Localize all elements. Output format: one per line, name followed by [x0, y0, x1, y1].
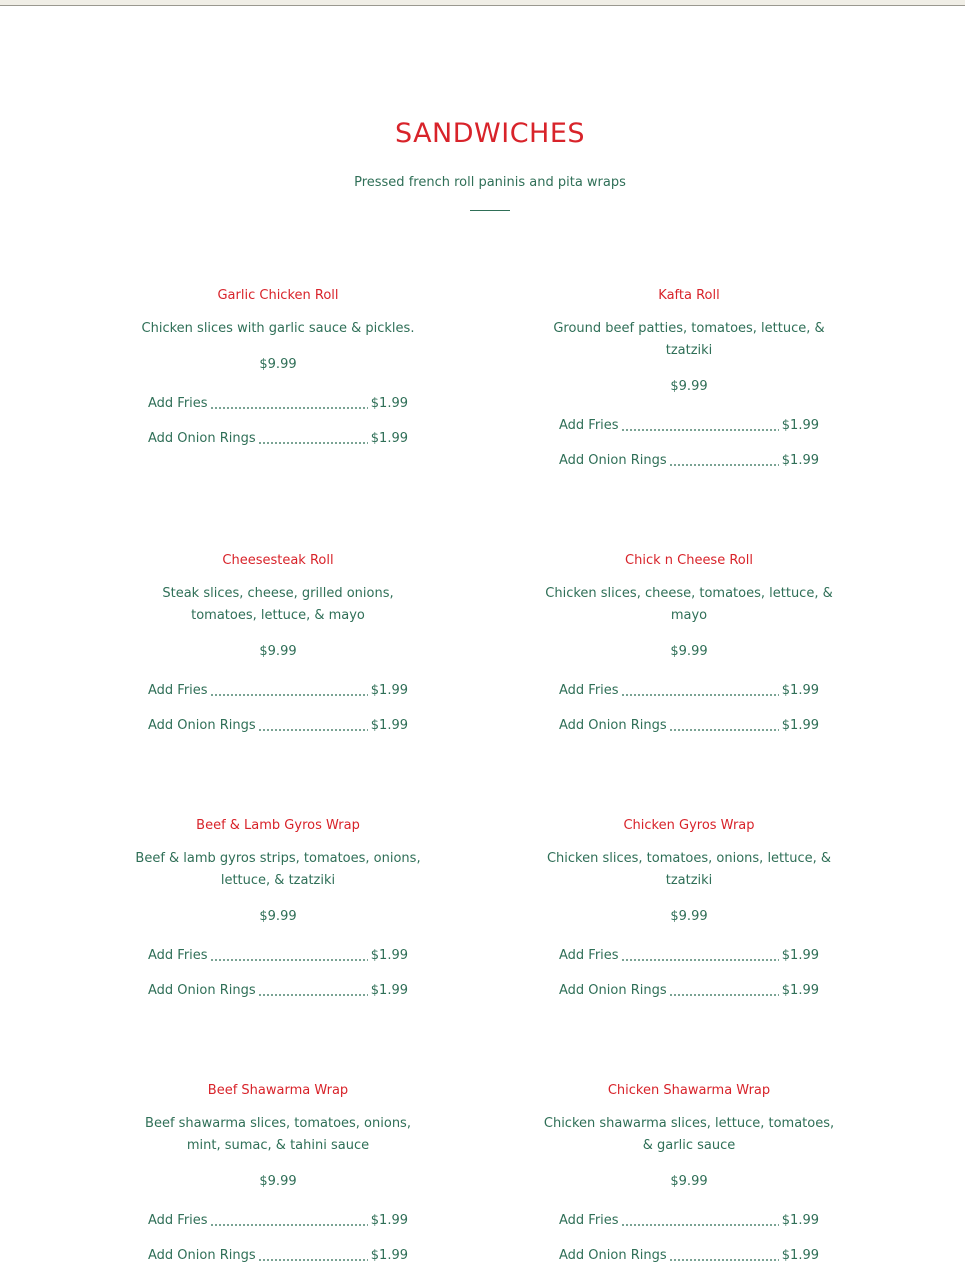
addon-label: Add Onion Rings [559, 980, 670, 1002]
menu-item-description: Chicken slices, cheese, tomatoes, lettuce, & mayo [545, 586, 833, 623]
addon-label: Add Fries [559, 680, 622, 702]
menu-item-chicken-shawarma-wrap [539, 1080, 839, 1267]
menu-item-description: Beef & lamb gyros strips, tomatoes, onions, lettuce, & tzatziki [135, 851, 421, 888]
section-subtitle: Pressed french roll paninis and pita wraps [354, 175, 626, 190]
addon-price: $1.99 [779, 980, 819, 1002]
addon-label: Add Fries [148, 945, 211, 967]
menu-item-price: $9.99 [670, 1174, 708, 1189]
menu-item-price: $9.99 [670, 909, 708, 924]
addon-label: Add Onion Rings [148, 1245, 259, 1267]
addon-label: Add Onion Rings [559, 715, 670, 737]
addon-row-onion-rings [559, 1245, 819, 1267]
addon-row-fries [148, 1210, 408, 1232]
menu-item-name: Kafta Roll [658, 288, 720, 303]
addon-row-onion-rings [148, 1245, 408, 1267]
addon-row-onion-rings [148, 980, 408, 1002]
menu-item-beef-lamb-gyros-wrap [128, 815, 428, 1002]
addon-label: Add Onion Rings [559, 1245, 670, 1267]
menu-item-description: Chicken slices with garlic sauce & pickles. [141, 321, 415, 336]
menu-item-chick-n-cheese-roll [539, 550, 839, 737]
section-divider [470, 210, 510, 211]
addon-label: Add Fries [148, 393, 211, 415]
addon-label: Add Onion Rings [148, 715, 259, 737]
addon-label: Add Fries [148, 1210, 211, 1232]
addon-row-fries [559, 945, 819, 967]
addon-price: $1.99 [368, 680, 408, 702]
menu-item-name: Chick n Cheese Roll [625, 553, 753, 568]
menu-item-description: Beef shawarma slices, tomatoes, onions, mint, sumac, & tahini sauce [145, 1116, 411, 1153]
addon-label: Add Fries [148, 680, 211, 702]
addon-price: $1.99 [779, 450, 819, 472]
menu-item-beef-shawarma-wrap [128, 1080, 428, 1267]
addon-row-onion-rings [559, 450, 819, 472]
addon-price: $1.99 [779, 715, 819, 737]
menu-item-cheesesteak-roll [128, 550, 428, 737]
section-title: SANDWICHES [394, 118, 586, 149]
addon-price: $1.99 [368, 1245, 408, 1267]
addon-row-fries [559, 415, 819, 437]
menu-item-name: Beef Shawarma Wrap [207, 1083, 349, 1098]
menu-item-description: Chicken shawarma slices, lettuce, tomatoes, & garlic sauce [543, 1116, 835, 1153]
menu-item-kafta-roll [539, 285, 839, 472]
addon-row-onion-rings [559, 715, 819, 737]
browser-top-bar [0, 0, 965, 6]
addon-row-onion-rings [148, 428, 408, 450]
addon-label: Add Fries [559, 415, 622, 437]
addon-price: $1.99 [779, 1245, 819, 1267]
addon-price: $1.99 [368, 393, 408, 415]
menu-item-price: $9.99 [670, 379, 708, 394]
menu-item-description: Steak slices, cheese, grilled onions, tomatoes, lettuce, & mayo [162, 586, 394, 623]
addon-row-fries [559, 680, 819, 702]
addon-label: Add Onion Rings [559, 450, 670, 472]
addon-label: Add Onion Rings [148, 980, 259, 1002]
addon-price: $1.99 [779, 680, 819, 702]
addon-row-onion-rings [148, 715, 408, 737]
menu-item-description: Chicken slices, tomatoes, onions, lettuce, & tzatziki [546, 851, 832, 888]
menu-item-description: Ground beef patties, tomatoes, lettuce, & tzatziki [553, 321, 825, 358]
addon-row-fries [148, 393, 408, 415]
addon-price: $1.99 [368, 715, 408, 737]
menu-item-price: $9.99 [259, 357, 297, 372]
menu-item-name: Cheesesteak Roll [222, 553, 334, 568]
menu-item-name: Garlic Chicken Roll [217, 288, 339, 303]
menu-item-price: $9.99 [259, 1174, 297, 1189]
addon-price: $1.99 [779, 945, 819, 967]
addon-label: Add Onion Rings [148, 428, 259, 450]
menu-item-price: $9.99 [259, 644, 297, 659]
menu-item-price: $9.99 [670, 644, 708, 659]
menu-item-name: Beef & Lamb Gyros Wrap [196, 818, 360, 833]
addon-price: $1.99 [779, 415, 819, 437]
menu-item-name: Chicken Gyros Wrap [623, 818, 755, 833]
addon-price: $1.99 [368, 1210, 408, 1232]
addon-price: $1.99 [368, 980, 408, 1002]
menu-item-name: Chicken Shawarma Wrap [607, 1083, 771, 1098]
menu-item-garlic-chicken-roll [128, 285, 428, 450]
addon-row-fries [148, 680, 408, 702]
menu-item-chicken-gyros-wrap [539, 815, 839, 1002]
addon-price: $1.99 [368, 428, 408, 450]
addon-price: $1.99 [779, 1210, 819, 1232]
addon-row-fries [559, 1210, 819, 1232]
addon-label: Add Fries [559, 1210, 622, 1232]
menu-item-price: $9.99 [259, 909, 297, 924]
addon-label: Add Fries [559, 945, 622, 967]
addon-price: $1.99 [368, 945, 408, 967]
addon-row-fries [148, 945, 408, 967]
addon-row-onion-rings [559, 980, 819, 1002]
